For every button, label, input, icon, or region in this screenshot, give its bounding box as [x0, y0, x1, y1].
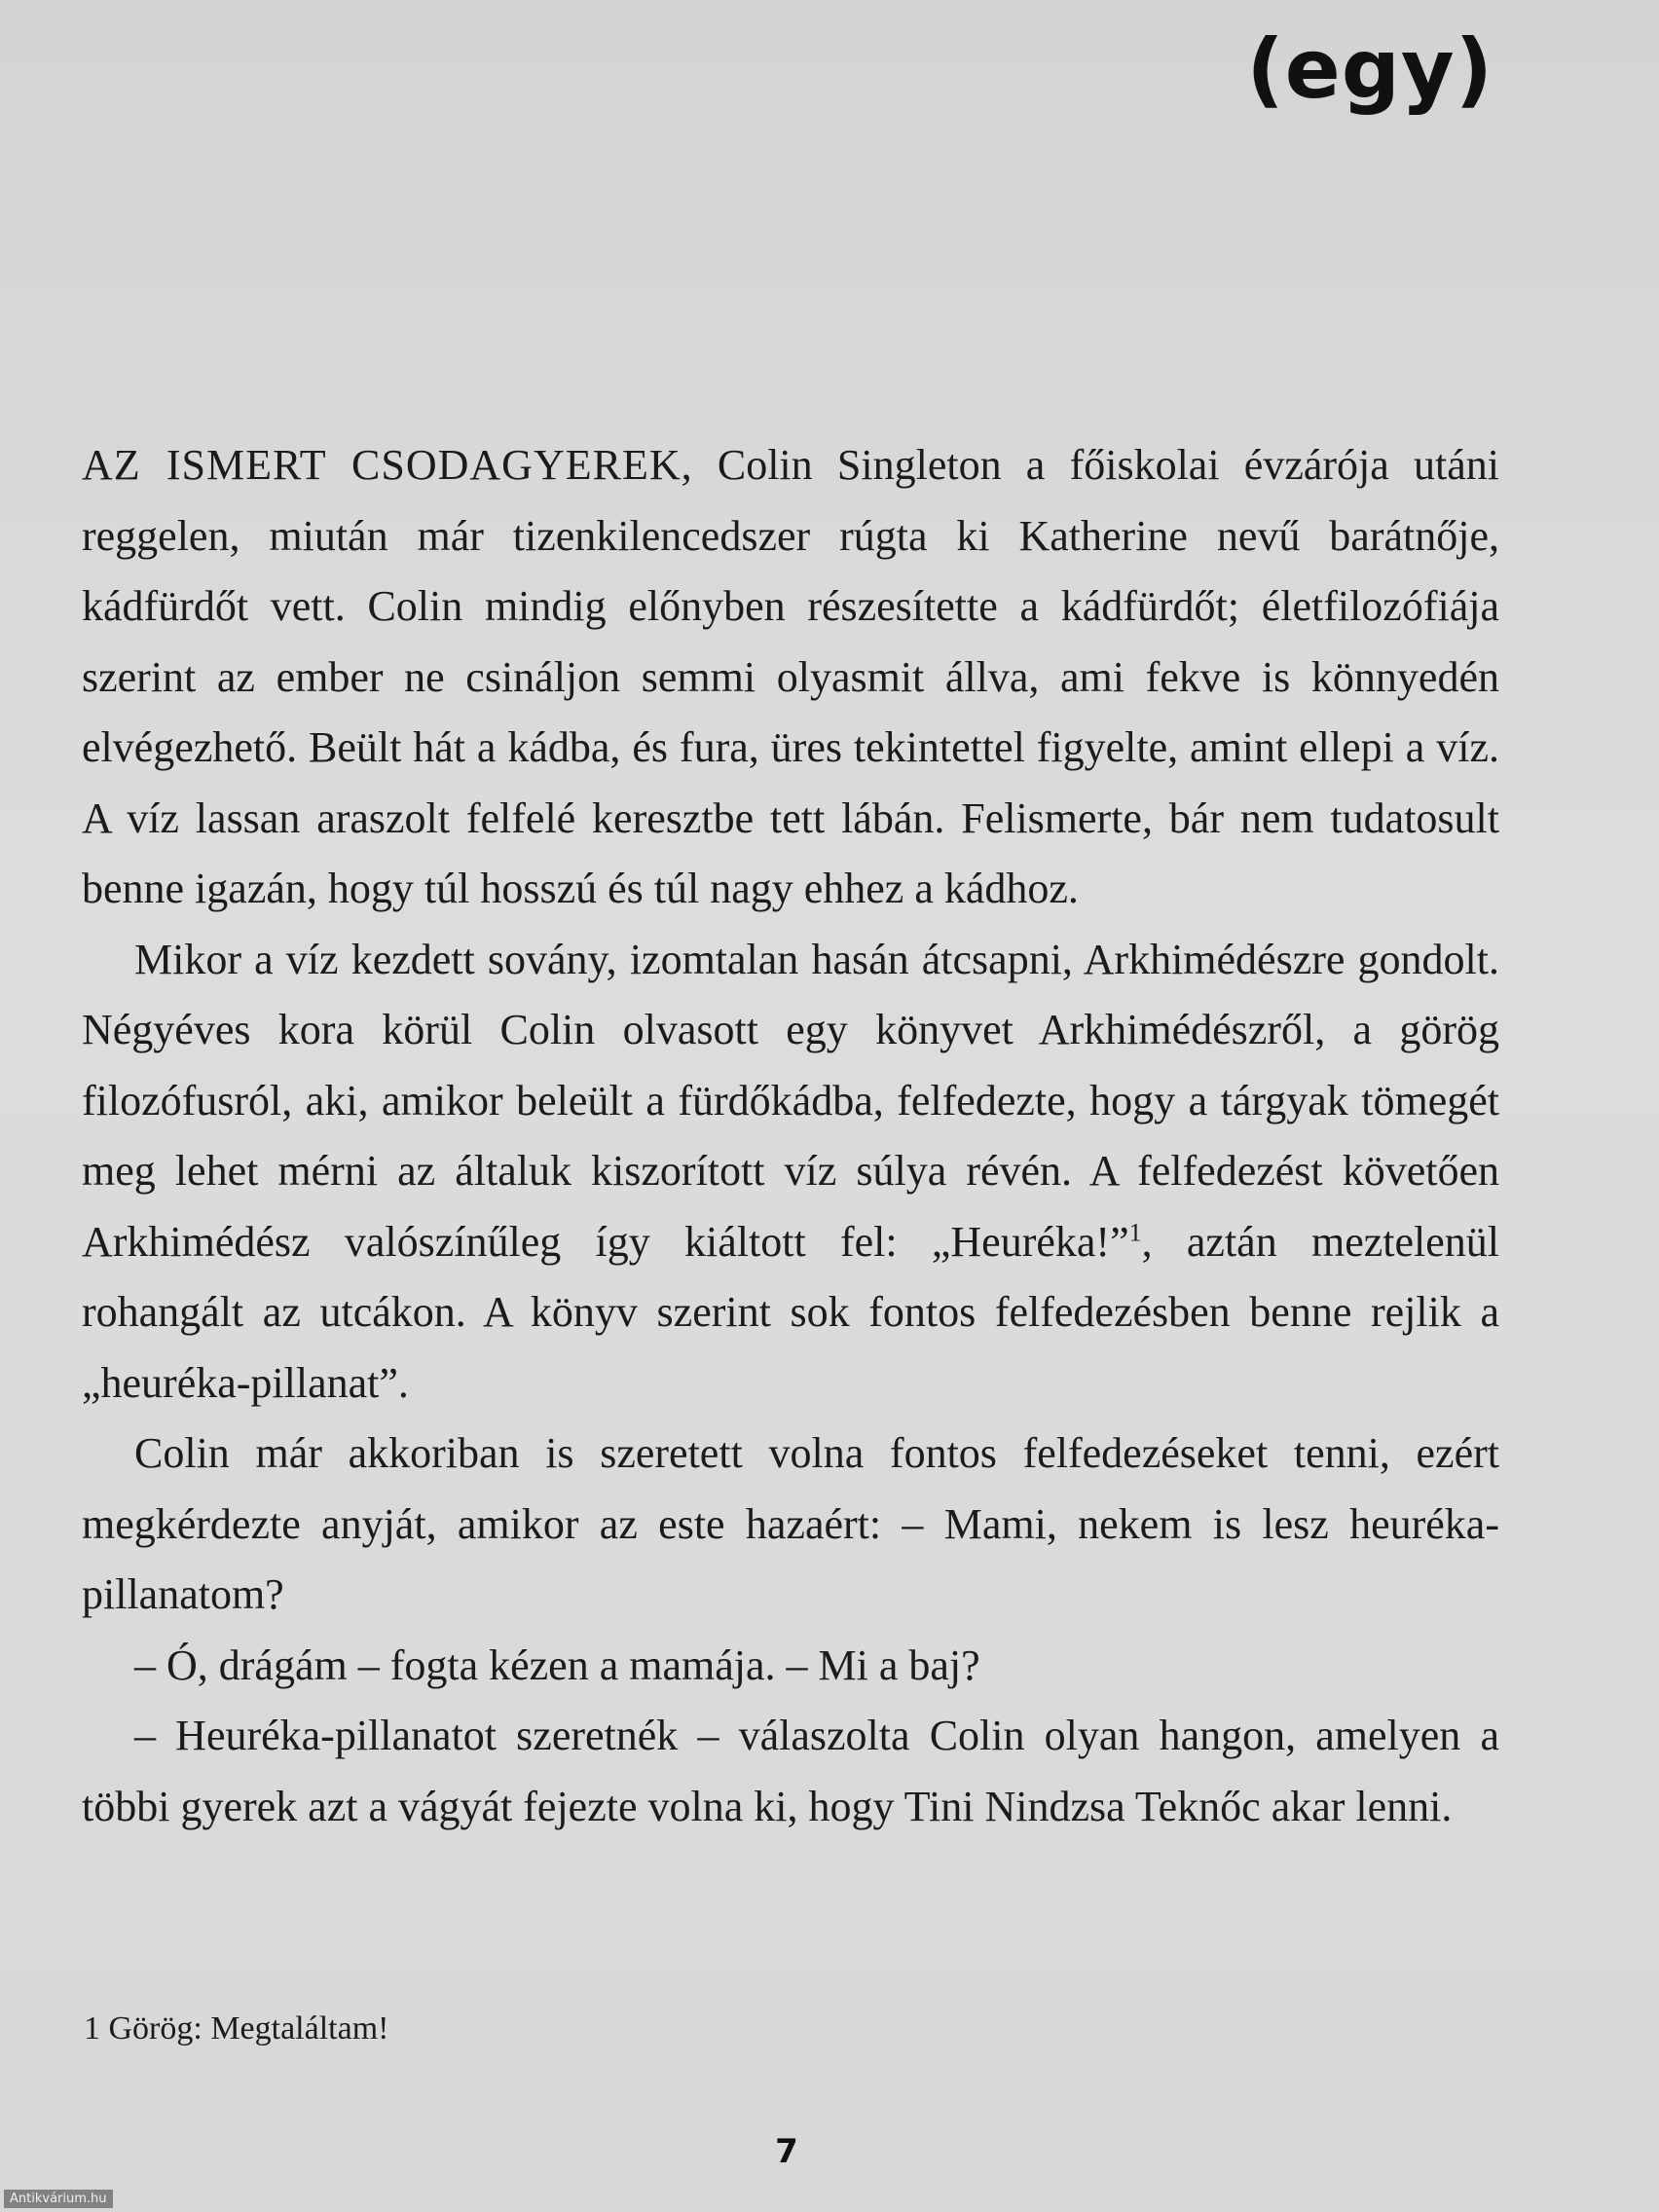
footnote-reference[interactable]: 1 — [1128, 1217, 1142, 1246]
page-number: 7 — [775, 2132, 798, 2171]
paragraph-3: Colin már akkoriban is szeretett volna fontos felfedezéseket tenni, ezért megkérdezte anyját, amikor az este hazaért: – Mami, nekem is lesz heuréka-pillanatom? — [82, 1429, 1499, 1618]
paragraph-5: – Heuréka-pillanatot szeretnék – válaszolta Colin olyan hangon, amelyen a többi gyerek azt a vágyát fejezte volna ki, hogy Tini Nindzsa Teknőc akar lenni. — [82, 1712, 1499, 1830]
body-text — [82, 430, 1499, 1842]
footnote: 1 Görög: Megtaláltam! — [84, 2010, 389, 2046]
paragraph-2-text-b: , aztán meztelenül rohangált az utcákon. A könyv szerint sok fontos felfedezésben benne rejlik a „heuréka-pillanat”. — [82, 1217, 1499, 1407]
watermark: Antikvárium.hu — [4, 2190, 113, 2208]
paragraph-2-text-a: Mikor a víz kezdett sovány, izomtalan hasán átcsapni, Arkhimédészre gondolt. Négyéves kora körül Colin olvasott egy könyvet Arkhimédészről, a görög filozófusról, aki, amikor beleült a fürdőkádba, felfedezte, hogy a tárgyak tömegét meg lehet mérni az általuk kiszorított víz súlya révén. A felfedezést követően Arkhimédész valószínűleg így kiáltott fel: „Heuréka!” — [82, 935, 1499, 1266]
chapter-title: (egy) — [1246, 21, 1493, 117]
paragraph-1 — [82, 430, 1499, 925]
paragraph-2 — [82, 925, 1499, 1419]
paragraph-lead: AZ ISMERT CSODAGYEREK, — [82, 441, 693, 489]
paragraph-4: – Ó, drágám – fogta kézen a mamája. – Mi a baj? — [134, 1641, 980, 1689]
paragraph-1-text: Colin Singleton a főiskolai évzárója utáni reggelen, miután már tizenkilencedszer rúgta ki Katherine nevű barátnője, kádfürdőt vett. Colin mindig előnyben részesítette a kádfürdőt; életfilozófiája szerint az ember ne csináljon semmi olyasmit állva, ami fekve is könnyedén elvégezhető. Beült hát a kádba, és fura, üres tekintettel figyelte, amint ellepi a víz. A víz lassan araszolt felfelé keresztbe tett lábán. Felismerte, bár nem tudatosult benne igazán, hogy túl hosszú és túl nagy ehhez a kádhoz. — [82, 441, 1500, 912]
